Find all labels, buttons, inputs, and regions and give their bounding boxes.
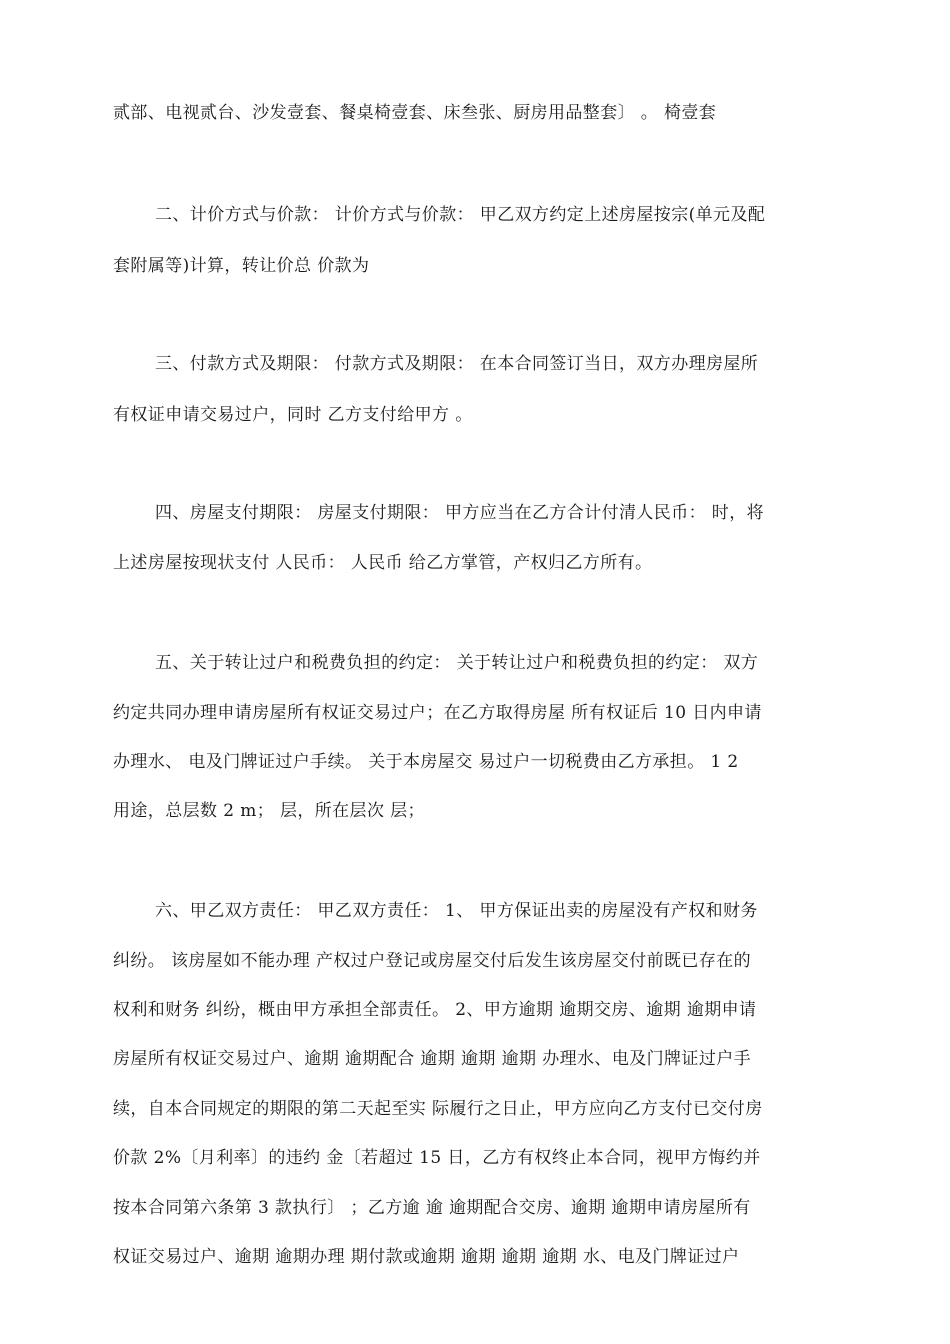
text-line: 房屋所有权证交易过户、逾期 逾期配合 逾期 逾期 逾期 办理水、电及门牌证过户手 <box>113 1049 752 1069</box>
text-line: 办理水、 电及门牌证过户手续。 关于本房屋交 易过户一切税费由乙方承担。 1 2 <box>113 752 739 772</box>
section-4-heading-line: 四、房屋支付期限： 房屋支付期限： 甲方应当在乙方合计付清人民币： 时，将 <box>155 503 765 523</box>
text-line: 套附属等)计算，转让价总 价款为 <box>113 256 370 276</box>
text-line: 权利和财务 纠纷，概由甲方承担全部责任。 2、甲方逾期 逾期交房、逾期 逾期申请 <box>113 1000 757 1020</box>
text-line: 价款 2%〔月利率〕的违约 金〔若超过 15 日，乙方有权终止本合同，视甲方悔约并 <box>113 1148 761 1168</box>
text-line: 有权证申请交易过户，同时 乙方支付给甲方 。 <box>113 405 473 425</box>
section-6-heading-line: 六、甲乙双方责任： 甲乙双方责任： 1、 甲方保证出卖的房屋没有产权和财务 <box>155 901 758 921</box>
text-line: 贰部、电视贰台、沙发壹套、餐桌椅壹套、床叁张、厨房用品整套〕 。 椅壹套 <box>113 103 717 123</box>
section-3-heading-line: 三、付款方式及期限： 付款方式及期限： 在本合同签订当日，双方办理房屋所 <box>155 354 759 374</box>
section-5-heading-line: 五、关于转让过户和税费负担的约定： 关于转让过户和税费负担的约定： 双方 <box>155 653 759 673</box>
text-line: 按本合同第六条第 3 款执行〕 ；乙方逾 逾 逾期配合交房、逾期 逾期申请房屋所有 <box>113 1198 751 1218</box>
text-line: 用途，总层数 2 m； 层，所在层次 层； <box>113 801 425 821</box>
text-line: 上述房屋按现状支付 人民币： 人民币 给乙方掌管，产权归乙方所有。 <box>113 553 653 573</box>
section-2-heading-line: 二、计价方式与价款： 计价方式与价款： 甲乙双方约定上述房屋按宗(单元及配 <box>155 205 766 225</box>
text-line: 权证交易过户、逾期 逾期办理 期付款或逾期 逾期 逾期 逾期 水、电及门牌证过户 <box>113 1247 740 1267</box>
text-line: 约定共同办理申请房屋所有权证交易过户；在乙方取得房屋 所有权证后 10 日内申请 <box>113 703 762 723</box>
text-line: 续，自本合同规定的期限的第二天起至实 际履行之日止，甲方应向乙方支付已交付房 <box>113 1099 763 1119</box>
text-line: 纠纷。 该房屋如不能办理 产权过户登记或房屋交付后发生该房屋交付前既已存在的 <box>113 951 752 971</box>
